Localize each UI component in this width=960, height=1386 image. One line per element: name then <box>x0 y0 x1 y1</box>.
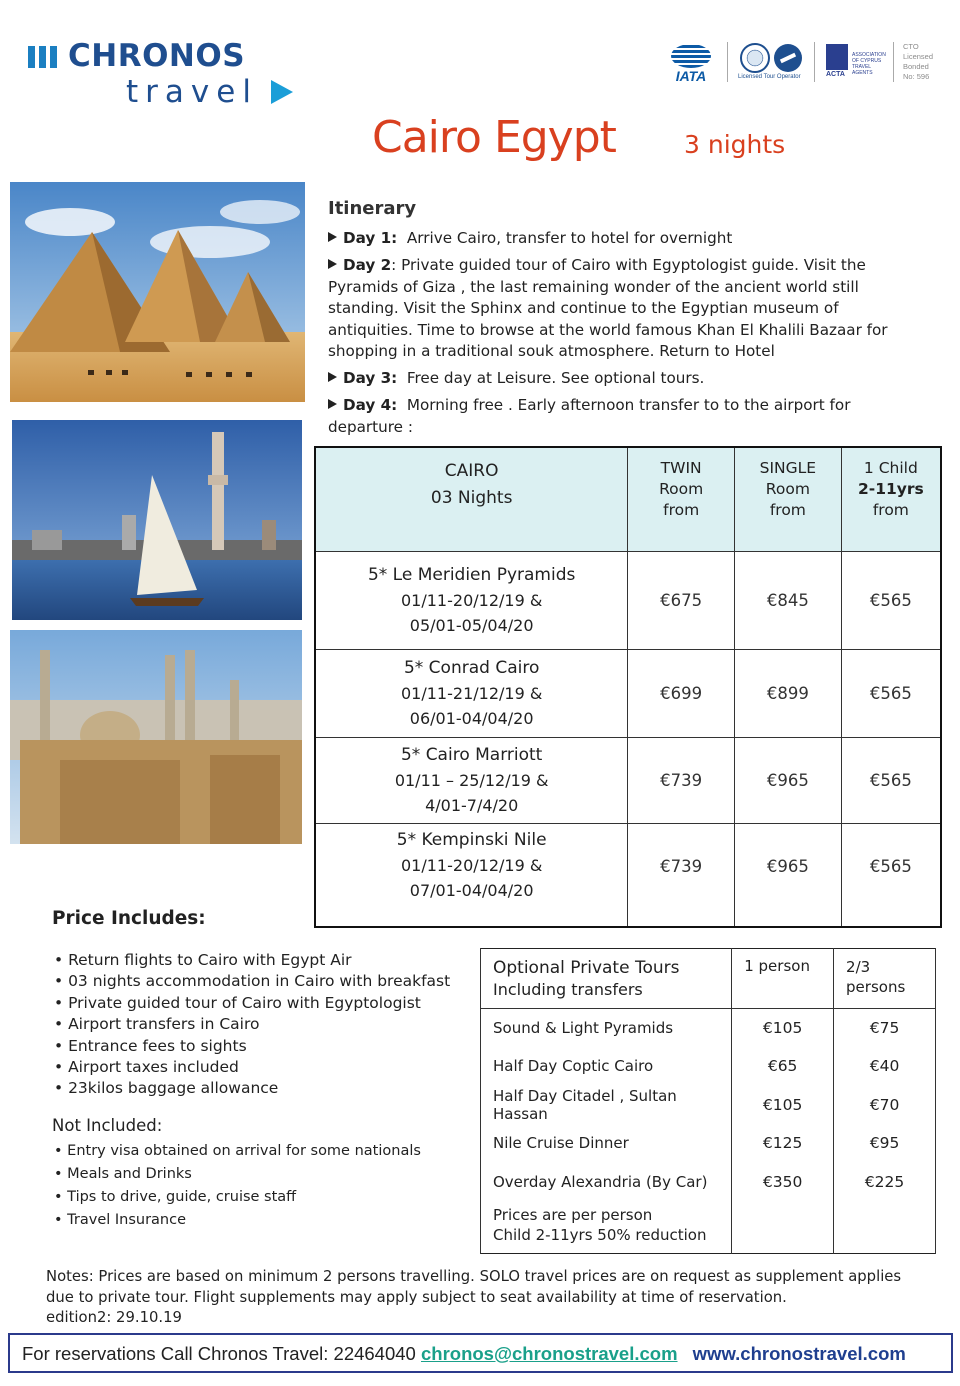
logo-bars <box>28 46 64 68</box>
hotel-cell <box>315 551 628 649</box>
header-line: Room <box>659 480 704 498</box>
tours-subtitle: Including transfers <box>493 980 643 999</box>
hotel-dates: 01/11-20/12/19 & <box>401 590 543 610</box>
iata-logo <box>668 44 714 84</box>
hotel-cell <box>315 823 628 927</box>
table-row <box>315 551 941 649</box>
day-label: Day 4: <box>343 396 398 414</box>
notes <box>46 1266 926 1327</box>
seal-icon <box>740 43 770 73</box>
list-item: • Entrance fees to sights <box>54 1036 247 1055</box>
header-line: from <box>872 501 909 519</box>
header-line: from <box>769 501 806 519</box>
header-line: Room <box>765 480 810 498</box>
list-item: • Airport transfers in Cairo <box>54 1015 260 1034</box>
tour-name: Half Day Citadel , Sultan Hassan <box>481 1086 732 1125</box>
table-row <box>481 1163 936 1202</box>
page-title: Cairo Egypt <box>372 112 616 163</box>
arrow-bullet-icon <box>328 232 337 242</box>
globe-icon <box>671 44 711 68</box>
single-price: €965 <box>735 823 842 927</box>
acta-label: ACTA <box>826 71 845 78</box>
logo-divider <box>814 42 815 82</box>
list-item: • 03 nights accommodation in Cairo with breakfast <box>54 972 451 991</box>
child-price: €565 <box>841 737 941 823</box>
hotel-dates: 07/01-04/04/20 <box>409 880 534 900</box>
single-price: €965 <box>735 737 842 823</box>
logo-divider <box>727 42 728 82</box>
day-label: Day 3: <box>343 369 398 387</box>
itinerary-day <box>328 368 912 390</box>
single-price: €845 <box>735 551 842 649</box>
day-text: Free day at Leisure. See optional tours. <box>406 369 705 387</box>
hotel-cell <box>315 737 628 823</box>
not-included-heading: Not Included: <box>52 1116 163 1135</box>
arrow-bullet-icon <box>328 372 337 382</box>
tour-price-1: €350 <box>732 1163 834 1202</box>
cto-line: Licensed <box>903 52 934 61</box>
list-item: • Return flights to Cairo with Egypt Air <box>54 951 352 969</box>
tours-footer-line: Child 2-11yrs 50% reduction <box>493 1226 707 1244</box>
header-child <box>841 447 941 551</box>
tours-footer-row <box>481 1201 936 1253</box>
licensed-label: Licensed Tour Operator <box>738 74 801 80</box>
table-row <box>315 823 941 927</box>
association-label: ASSOCIATION OF CYPRUS TRAVEL AGENTS <box>852 52 886 76</box>
header-line: TWIN <box>660 459 702 477</box>
twin-price: €699 <box>628 649 735 737</box>
day-label: Day 1: <box>343 229 398 247</box>
twin-price: €739 <box>628 737 735 823</box>
day-label: Day 2 <box>343 256 392 274</box>
child-price: €565 <box>841 649 941 737</box>
acta-logo <box>826 44 848 70</box>
table-row <box>481 1124 936 1163</box>
email-link[interactable]: chronos@chronostravel.com <box>420 1343 678 1364</box>
logo-divider <box>893 42 894 82</box>
hotel-cell <box>315 649 628 737</box>
single-price: €899 <box>735 649 842 737</box>
day-text: : Private guided tour of Cairo with Egyptologist guide. Visit the Pyramids of Giza , the last remaining wonder of the ancient world still standing. Visit the Sphinx and continue to the Egyptian museum of antiquities. Time to browse at the world famous Khan El Khalili Bazaar for shopping in a traditional souk atmosphere. Return to Hotel <box>328 256 888 360</box>
empty-cell <box>732 1201 834 1253</box>
sultan-hassan-photo <box>10 630 302 844</box>
hotel-dates: 06/01-04/04/20 <box>409 708 534 728</box>
tour-price-2: €225 <box>834 1163 936 1202</box>
itinerary-day <box>328 395 912 438</box>
list-item: • Travel Insurance <box>54 1212 187 1228</box>
tour-price-1: €65 <box>732 1047 834 1086</box>
list-item: • Private guided tour of Cairo with Egyptologist <box>54 993 421 1012</box>
tours-header-col2: 2/3 persons <box>834 949 936 1009</box>
child-price: €565 <box>841 823 941 927</box>
nile-felucca-photo <box>12 420 302 620</box>
day-text: Arrive Cairo, transfer to hotel for overnight <box>406 229 733 247</box>
cto-line: Bonded <box>903 62 929 71</box>
list-item: • Airport taxes included <box>54 1058 239 1077</box>
arrow-bullet-icon <box>328 259 337 269</box>
hotel-name: 5* Le Meridien Pyramids <box>367 564 576 585</box>
logo-play-icon <box>271 80 293 104</box>
table-row <box>481 1047 936 1086</box>
edition-label: edition2: 29.10.19 <box>46 1309 182 1326</box>
table-row <box>315 737 941 823</box>
pyramids-photo <box>10 182 305 402</box>
twin-price: €675 <box>628 551 735 649</box>
includes-heading: Price Includes: <box>52 908 206 929</box>
header-line: 2-11yrs <box>857 480 924 498</box>
hotel-dates: 01/11 – 25/12/19 & <box>394 770 549 790</box>
itinerary-heading: Itinerary <box>328 198 417 219</box>
hotel-name: 5* Kempinski Nile <box>396 829 547 850</box>
tour-price-2: €40 <box>834 1047 936 1086</box>
reservation-bar <box>8 1333 953 1373</box>
tours-header-title <box>481 949 732 1009</box>
hotel-dates: 01/11-20/12/19 & <box>401 855 543 875</box>
tours-header-col1: 1 person <box>732 949 834 1009</box>
nights-label: 3 nights <box>684 130 786 159</box>
tour-name: Overday Alexandria (By Car) <box>481 1163 732 1202</box>
table-row <box>481 1086 936 1125</box>
empty-cell <box>834 1201 936 1253</box>
tour-price-2: €70 <box>834 1086 936 1125</box>
optional-tours-table <box>480 948 936 1254</box>
includes-list <box>54 950 450 1100</box>
list-item: • Tips to drive, guide, cruise staff <box>54 1189 297 1205</box>
not-included-list <box>54 1140 421 1232</box>
iata-label: IATA <box>675 68 707 84</box>
hotel-price-table <box>314 446 942 928</box>
header-line: 1 Child <box>863 459 918 477</box>
child-price: €565 <box>841 551 941 649</box>
city-label: CAIRO <box>444 461 499 481</box>
tour-price-1: €105 <box>732 1009 834 1048</box>
list-item: • 23kilos baggage allowance <box>54 1079 279 1098</box>
table-row <box>481 1009 936 1048</box>
tour-name: Sound & Light Pyramids <box>481 1009 732 1048</box>
itinerary-day <box>328 255 912 363</box>
cto-line: No: 596 <box>903 72 930 81</box>
tours-footer-line: Prices are per person <box>493 1206 653 1224</box>
nights-count: 03 Nights <box>430 488 513 508</box>
list-item: • Meals and Drinks <box>54 1166 192 1182</box>
tour-name: Half Day Coptic Cairo <box>481 1047 732 1086</box>
tours-title: Optional Private Tours <box>493 958 680 978</box>
hotel-dates: 01/11-21/12/19 & <box>401 683 543 703</box>
hotel-dates: 4/01-7/4/20 <box>425 795 519 815</box>
logo-brand-bottom: travel <box>126 74 258 110</box>
cto-label <box>903 42 943 82</box>
tour-name: Nile Cruise Dinner <box>481 1124 732 1163</box>
header-line: SINGLE <box>759 459 817 477</box>
logo-brand-top: CHRONOS <box>68 38 246 74</box>
tour-price-2: €75 <box>834 1009 936 1048</box>
hotel-dates: 05/01-05/04/20 <box>409 615 534 635</box>
arrow-bullet-icon <box>328 399 337 409</box>
tour-price-1: €125 <box>732 1124 834 1163</box>
reservation-text: For reservations Call Chronos Travel: 22464040 <box>22 1343 416 1364</box>
hotel-name: 5* Cairo Marriott <box>400 744 543 765</box>
table-row <box>315 649 941 737</box>
website-link[interactable]: www.chronostravel.com <box>692 1343 906 1364</box>
hotel-name: 5* Conrad Cairo <box>403 657 540 678</box>
day-text: Morning free . Early afternoon transfer to to the airport for departure : <box>328 396 851 436</box>
header-twin <box>628 447 735 551</box>
tour-price-2: €95 <box>834 1124 936 1163</box>
cto-line: CTO <box>903 42 919 51</box>
header-line: from <box>663 501 700 519</box>
header-single <box>735 447 842 551</box>
twin-price: €739 <box>628 823 735 927</box>
plane-icon <box>774 44 802 72</box>
list-item: • Entry visa obtained on arrival for some nationals <box>54 1143 421 1159</box>
tours-footer <box>481 1201 732 1253</box>
tour-price-1: €105 <box>732 1086 834 1125</box>
itinerary-day <box>328 228 912 250</box>
notes-text: Notes: Prices are based on minimum 2 persons travelling. SOLO travel prices are on request as supplement applies due to private tour. Flight supplements may apply subject to seat availability at time of reservation. <box>46 1268 902 1306</box>
header-city <box>315 447 628 551</box>
